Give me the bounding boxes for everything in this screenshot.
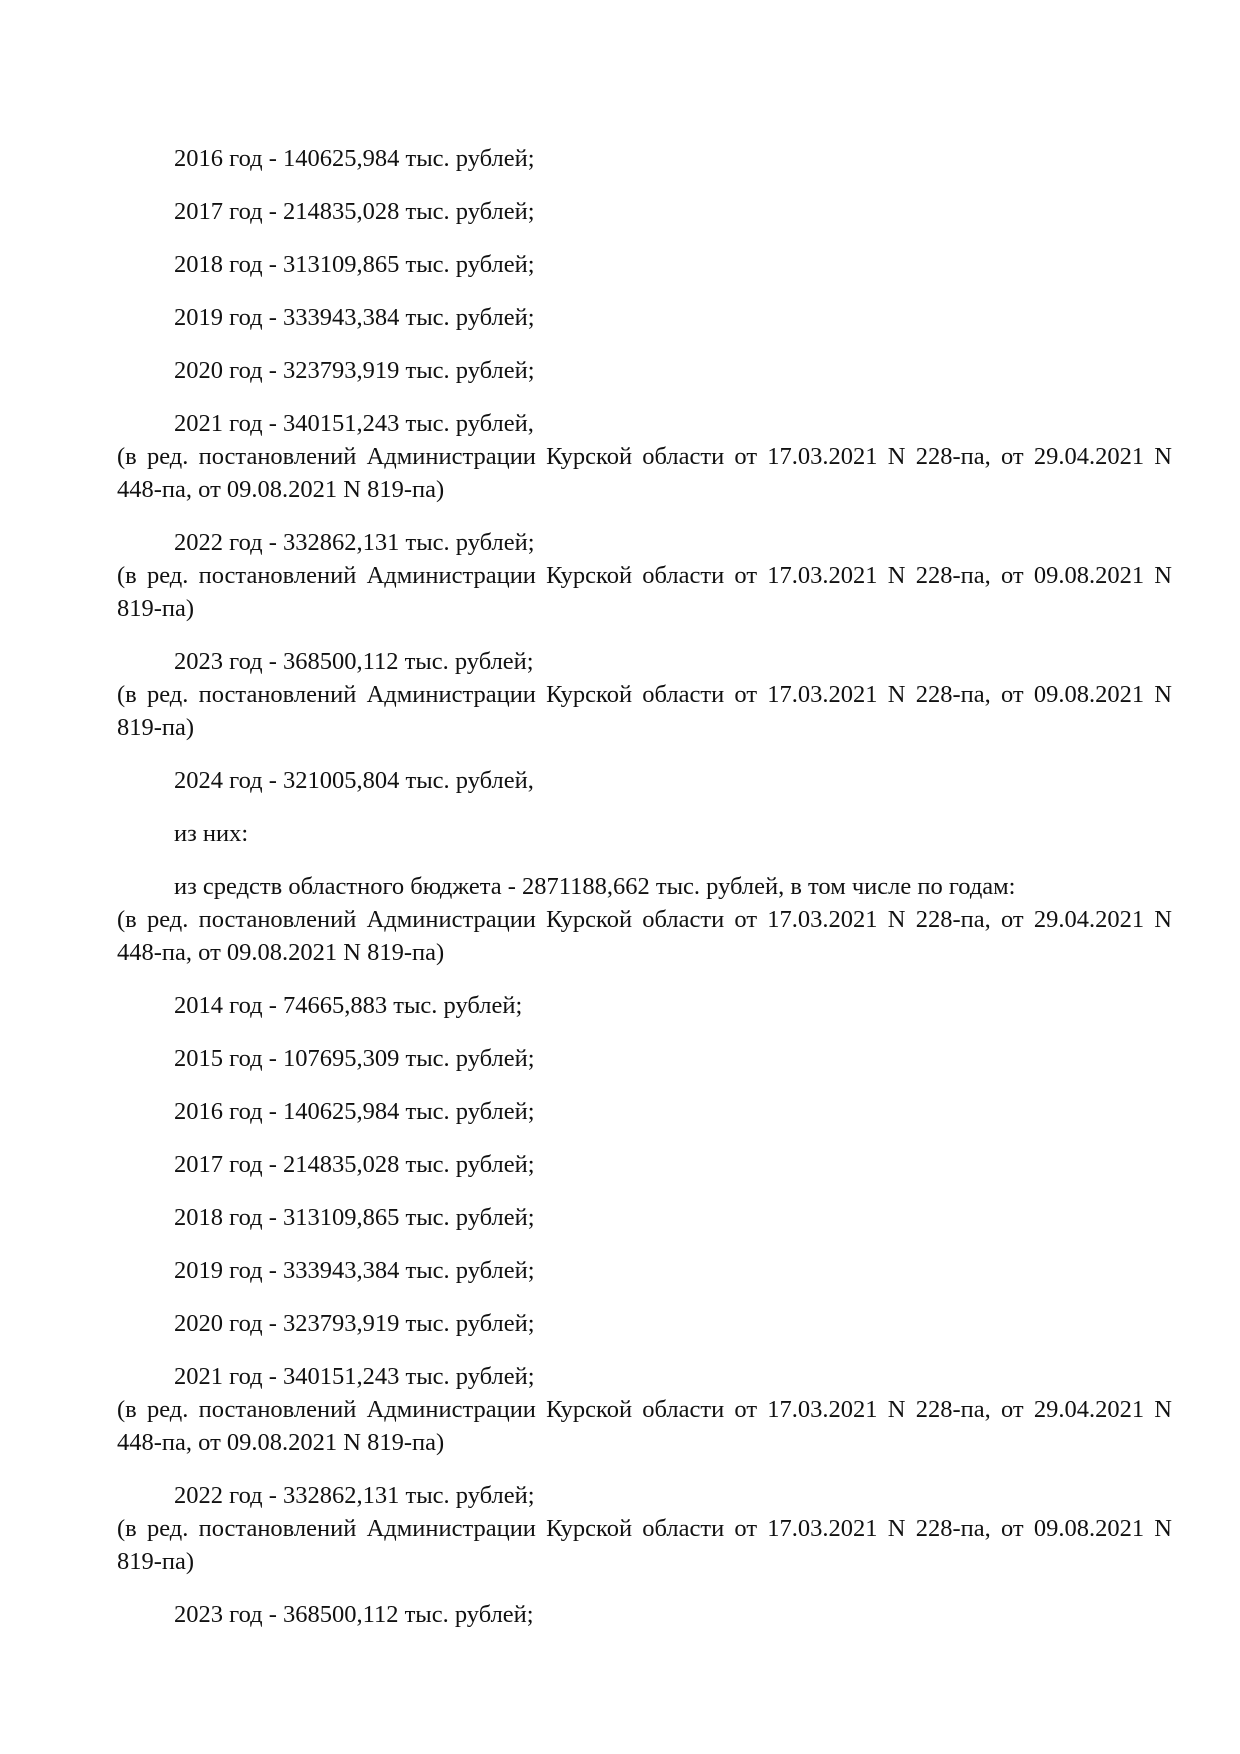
of-which-label: из них: xyxy=(174,820,249,847)
funding-line-2017: 2017 год - 214835,028 тыс. рублей; xyxy=(174,198,535,225)
regional-line-2015: 2015 год - 107695,309 тыс. рублей; xyxy=(174,1045,535,1072)
amendment-note-link[interactable]: (в ред. постановлений Администрации Курской области от 17.03.2021 N 228-па, от 09.08.2021 N 819-па) xyxy=(117,681,1172,741)
regional-line-2016: 2016 год - 140625,984 тыс. рублей; xyxy=(174,1098,535,1125)
regional-line-2017: 2017 год - 214835,028 тыс. рублей; xyxy=(174,1151,535,1178)
funding-line-2024: 2024 год - 321005,804 тыс. рублей, xyxy=(174,767,534,794)
funding-line-2023: 2023 год - 368500,112 тыс. рублей; xyxy=(174,648,534,675)
amendment-note-link[interactable]: (в ред. постановлений Администрации Курской области от 17.03.2021 N 228-па, от 29.04.2021 N 448-па, от 09.08.2021 N 819-па) xyxy=(117,1396,1172,1456)
regional-line-2020: 2020 год - 323793,919 тыс. рублей; xyxy=(174,1310,535,1337)
amendment-note-link[interactable]: (в ред. постановлений Администрации Курской области от 17.03.2021 N 228-па, от 09.08.2021 N 819-па) xyxy=(117,1515,1172,1575)
funding-line-2022: 2022 год - 332862,131 тыс. рублей; xyxy=(174,529,535,556)
funding-line-2019: 2019 год - 333943,384 тыс. рублей; xyxy=(174,304,535,331)
regional-line-2018: 2018 год - 313109,865 тыс. рублей; xyxy=(174,1204,535,1231)
funding-line-2021: 2021 год - 340151,243 тыс. рублей, xyxy=(174,410,534,437)
amendment-note-link[interactable]: (в ред. постановлений Администрации Курской области от 17.03.2021 N 228-па, от 09.08.2021 N 819-па) xyxy=(117,562,1172,622)
funding-line-2018: 2018 год - 313109,865 тыс. рублей; xyxy=(174,251,535,278)
regional-line-2023: 2023 год - 368500,112 тыс. рублей; xyxy=(174,1601,534,1628)
regional-line-2019: 2019 год - 333943,384 тыс. рублей; xyxy=(174,1257,535,1284)
amendment-note-link[interactable]: (в ред. постановлений Администрации Курской области от 17.03.2021 N 228-па, от 29.04.2021 N 448-па, от 09.08.2021 N 819-па) xyxy=(117,443,1172,503)
regional-budget-total: из средств областного бюджета - 2871188,662 тыс. рублей, в том числе по годам: xyxy=(174,873,1016,900)
funding-line-2020: 2020 год - 323793,919 тыс. рублей; xyxy=(174,357,535,384)
regional-line-2022: 2022 год - 332862,131 тыс. рублей; xyxy=(174,1482,535,1509)
regional-line-2014: 2014 год - 74665,883 тыс. рублей; xyxy=(174,992,523,1019)
funding-line-2016: 2016 год - 140625,984 тыс. рублей; xyxy=(174,145,535,172)
regional-line-2021: 2021 год - 340151,243 тыс. рублей; xyxy=(174,1363,535,1390)
amendment-note-link[interactable]: (в ред. постановлений Администрации Курской области от 17.03.2021 N 228-па, от 29.04.2021 N 448-па, от 09.08.2021 N 819-па) xyxy=(117,906,1172,966)
document-page xyxy=(117,142,1172,1651)
